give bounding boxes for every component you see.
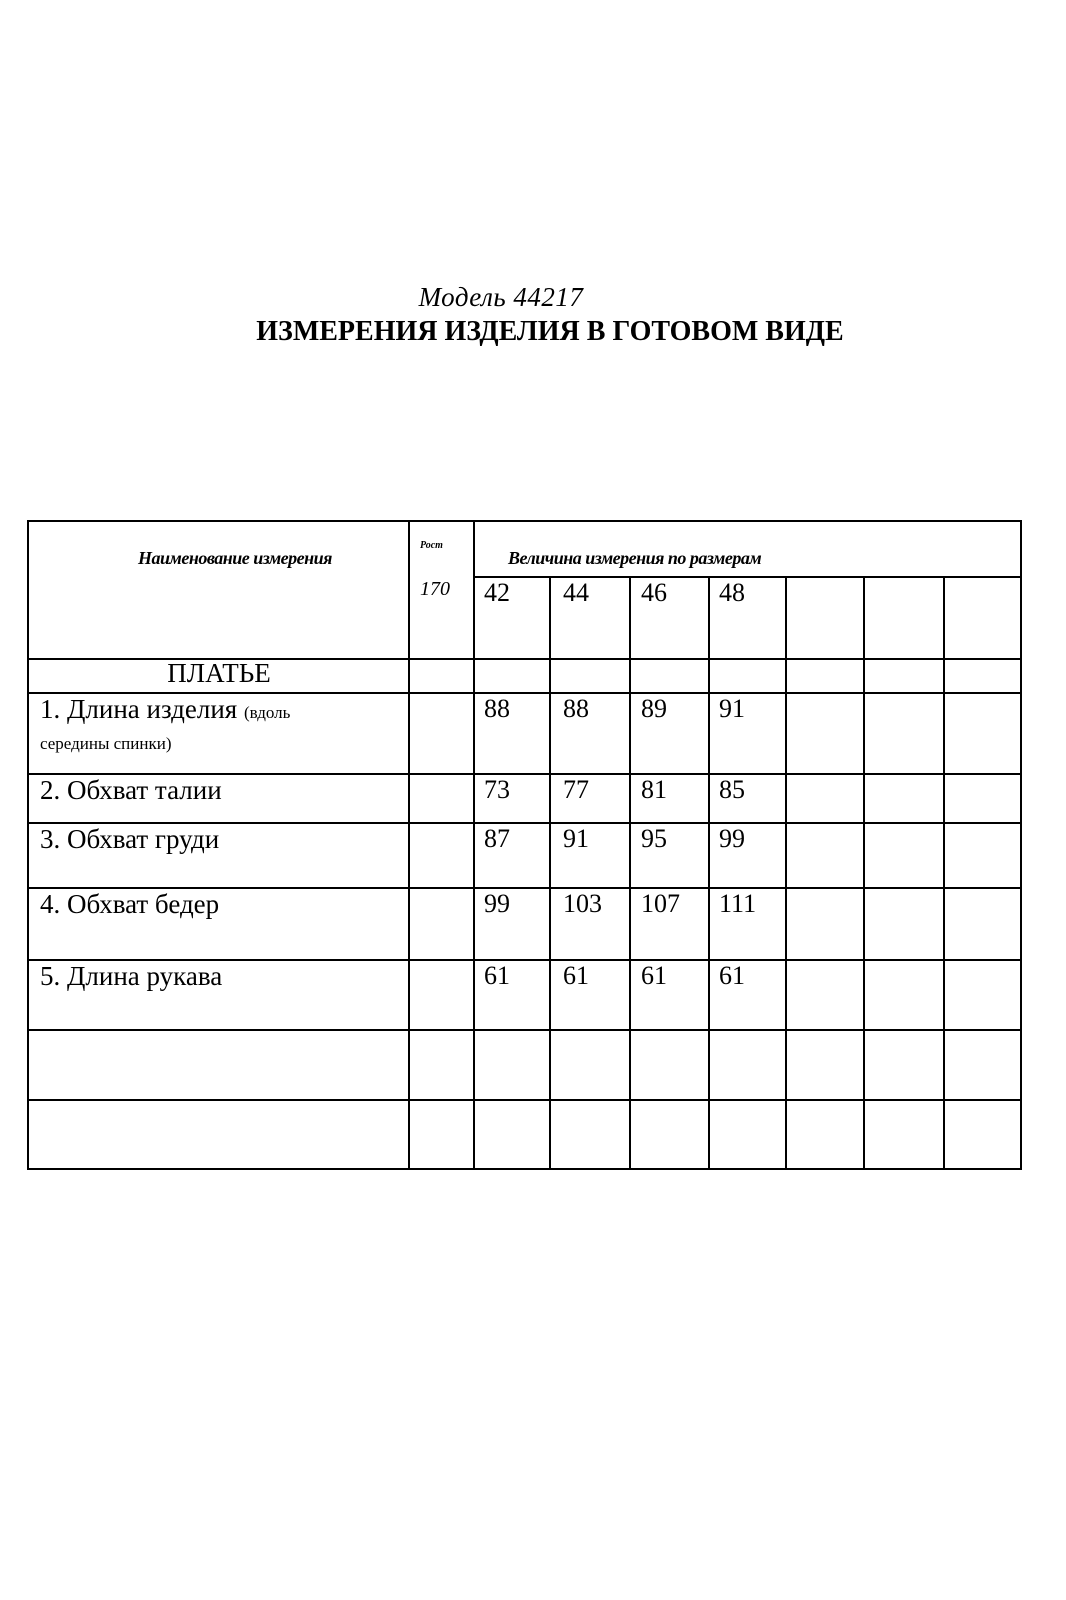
- table-column-line: [629, 576, 631, 1170]
- model-number: Модель 44217: [418, 282, 584, 312]
- value-cell: 99: [719, 824, 745, 853]
- value-cell: 99: [484, 889, 510, 918]
- table-divider: [27, 1099, 1022, 1101]
- value-cell: 107: [641, 889, 680, 918]
- table-border-bottom: [27, 1168, 1022, 1170]
- value-cell: 61: [719, 961, 745, 990]
- row-label-chest: 3. Обхват груди: [40, 824, 220, 854]
- table-divider: [474, 576, 1022, 578]
- value-cell: 61: [641, 961, 667, 990]
- table-column-line: [785, 576, 787, 1170]
- value-cell: 77: [563, 775, 589, 804]
- table-border-top: [27, 520, 1022, 522]
- section-dress: ПЛАТЬЕ: [167, 658, 271, 688]
- table-column-line: [863, 576, 865, 1170]
- table-divider: [27, 1029, 1022, 1031]
- rost-value: 170: [420, 578, 450, 600]
- value-cell: 85: [719, 775, 745, 804]
- value-cell: 81: [641, 775, 667, 804]
- table-column-line: [943, 576, 945, 1170]
- value-cell: 73: [484, 775, 510, 804]
- value-cell: 88: [484, 694, 510, 723]
- value-cell: 103: [563, 889, 602, 918]
- row-label-length-line2: середины спинки): [40, 734, 172, 753]
- row-label-waist: 2. Обхват талии: [40, 775, 222, 805]
- row-label-length: [40, 694, 290, 725]
- table-column-line: [408, 520, 410, 1170]
- size-44: 44: [563, 578, 589, 607]
- value-cell: 87: [484, 824, 510, 853]
- row-label-sleeve: 5. Длина рукава: [40, 961, 223, 991]
- table-border-left: [27, 520, 29, 1170]
- table-column-line: [708, 576, 710, 1170]
- value-cell: 88: [563, 694, 589, 723]
- row-label-text: 1. Длина изделия: [40, 694, 238, 724]
- sizes-header: Величина измерения по размерам: [508, 548, 762, 568]
- row-label-suffix: (вдоль: [243, 703, 291, 722]
- document-title: ИЗМЕРЕНИЯ ИЗДЕЛИЯ В ГОТОВОМ ВИДЕ: [256, 316, 844, 347]
- value-cell: 91: [563, 824, 589, 853]
- value-cell: 61: [563, 961, 589, 990]
- size-42: 42: [484, 578, 510, 607]
- row-label-hips: 4. Обхват бедер: [40, 889, 220, 919]
- table-column-line: [549, 576, 551, 1170]
- value-cell: 91: [719, 694, 745, 723]
- size-48: 48: [719, 578, 745, 607]
- value-cell: 89: [641, 694, 667, 723]
- rost-label: Рост: [420, 540, 443, 551]
- measure-name-header: Наименование измерения: [138, 548, 332, 568]
- size-46: 46: [641, 578, 667, 607]
- value-cell: 95: [641, 824, 667, 853]
- value-cell: 111: [719, 889, 757, 918]
- table-border-right: [1020, 520, 1022, 1170]
- table-column-line: [473, 520, 475, 1170]
- value-cell: 61: [484, 961, 510, 990]
